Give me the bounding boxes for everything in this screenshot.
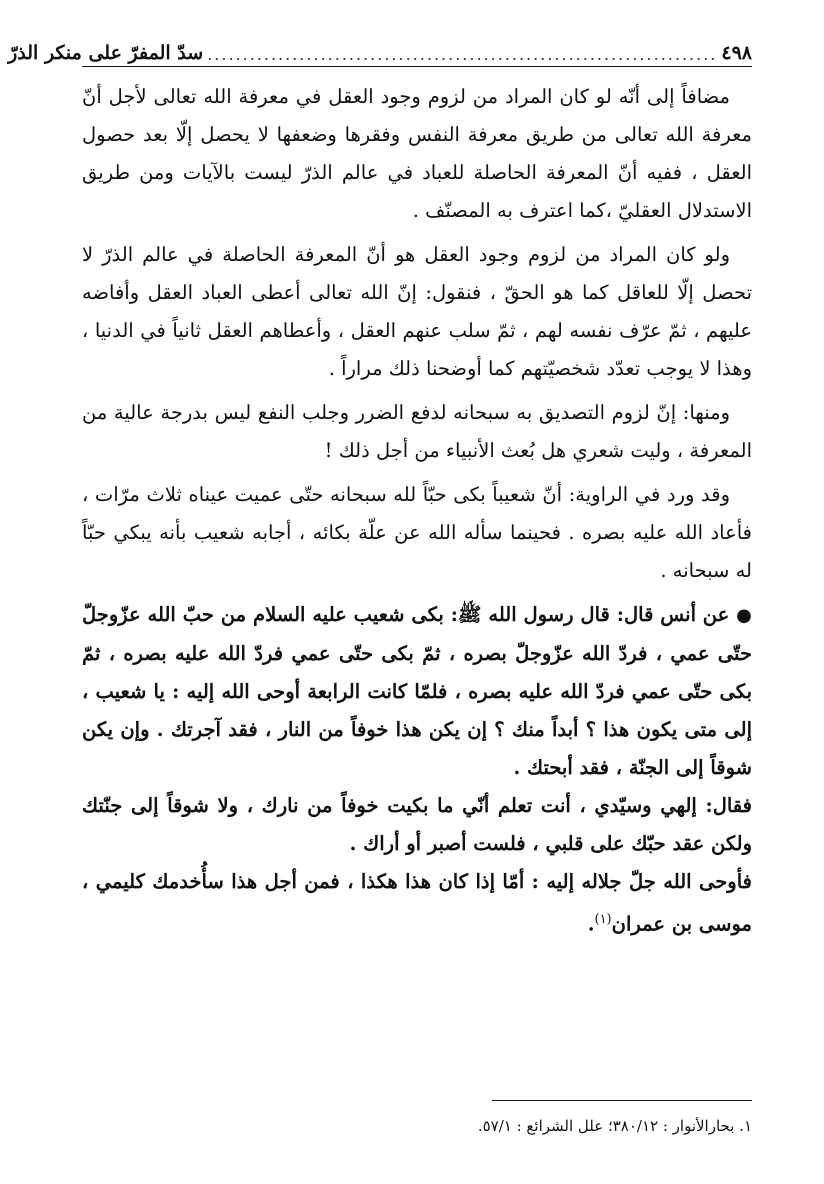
paragraph-4: وقد ورد في الراوية: أنّ شعيباً بكى حبّاً لله سبحانه حتّى عميت عيناه ثلاث مرّات ، فأعاد الله عليه بصره . فحينما سأله الله عن علّة بكائه ، أجابه شعيب بأنه يبكي حبّاً له سبحانه . [82,483,752,582]
bullet-icon: ● [736,605,752,626]
page-body [82,78,752,944]
footnote-marker[interactable]: (١) [594,912,612,927]
paragraph-3: ومنها: إنّ لزوم التصديق به سبحانه لدفع الضرر وجلب النفع ليس بدرجة عالية من المعرفة ، وليت شعري هل بُعث الأنبياء من أجل ذلك ! [82,401,752,462]
footnote-divider [492,1100,752,1101]
hadith-text-3: فأوحى الله جلّ جلاله إليه : أمّا إذا كان هذا هكذا ، فمن أجل هذا سأُخدمك كليمي ، موسى بن عمران [82,870,752,936]
hadith-end-mark: . [587,912,595,936]
paragraph-2: ولو كان المراد من لزوم وجود العقل هو أنّ المعرفة الحاصلة في عالم الذرّ لا تحصل إلّا للعاقل كما هو الحقّ ، فنقول: إنّ الله تعالى أعطى العباد العقل وأفاضه عليهم ، ثمّ عرّف نفسه لهم ، ثمّ سلب عنهم العقل ، وأعطاهم العقل ثانياً في الدنيا ، وهذا لا يوجب تعدّد شخصيّتهم كما أوضحنا ذلك مراراً . [82,243,752,380]
hadith-line-2: فقال: إلهي وسيّدي ، أنت تعلم أنّي ما بكيت خوفاً من نارك ، ولا شوقاً إلى جنّتك ولكن عقد حبّك على قلبي ، فلست أصبر أو أراك . [82,794,752,855]
page-number: ٤٩٨ [721,42,752,64]
hadith-line-1 [82,596,752,787]
hadith-text-1: عن أنس قال: قال رسول الله ﷺ: بكى شعيب عليه السلام من حبّ الله عزّوجلّ حتّى عمي ، فردّ الله عزّوجلّ بصره ، ثمّ بكى حتّى عمي فردّ الله عليه بصره ، ثمّ بكى حتّى عمي فردّ الله عليه بصره ، فلمّا كانت الرابعة أوحى الله إليه : يا شعيب ، إلى متى يكون هذا ؟ أبداً منك ؟ إن يكن هذا خوفاً من النار ، فقد آجرتك . وإن يكن شوقاً إلى الجنّة ، فقد أبحتك . [82,603,752,779]
header-leader-dots: ........................................................................ [207,45,718,64]
page-header [8,34,752,67]
hadith-block [82,596,752,944]
hadith-line-3 [82,863,752,944]
paragraph-1: مضافاً إلى أنّه لو كان المراد من لزوم وجود العقل في معرفة الله تعالى لأجل أنّ معرفة الله تعالى من طريق معرفة النفس وفقرها وضعفها لا يحصل إلّا بعد حصول العقل ، ففيه أنّ المعرفة الحاصلة للعباد في عالم الذرّ ليست بالآيات ومن طريق الاستدلال العقليّ ،كما اعترف به المصنّف . [82,85,752,222]
footnote: ١. بحارالأنوار : ٣٨٠/١٢؛ علل الشرائع : ٥٧/١. [477,1117,752,1135]
running-title: سدّ المفرّ على منكر الذرّ [8,42,204,64]
